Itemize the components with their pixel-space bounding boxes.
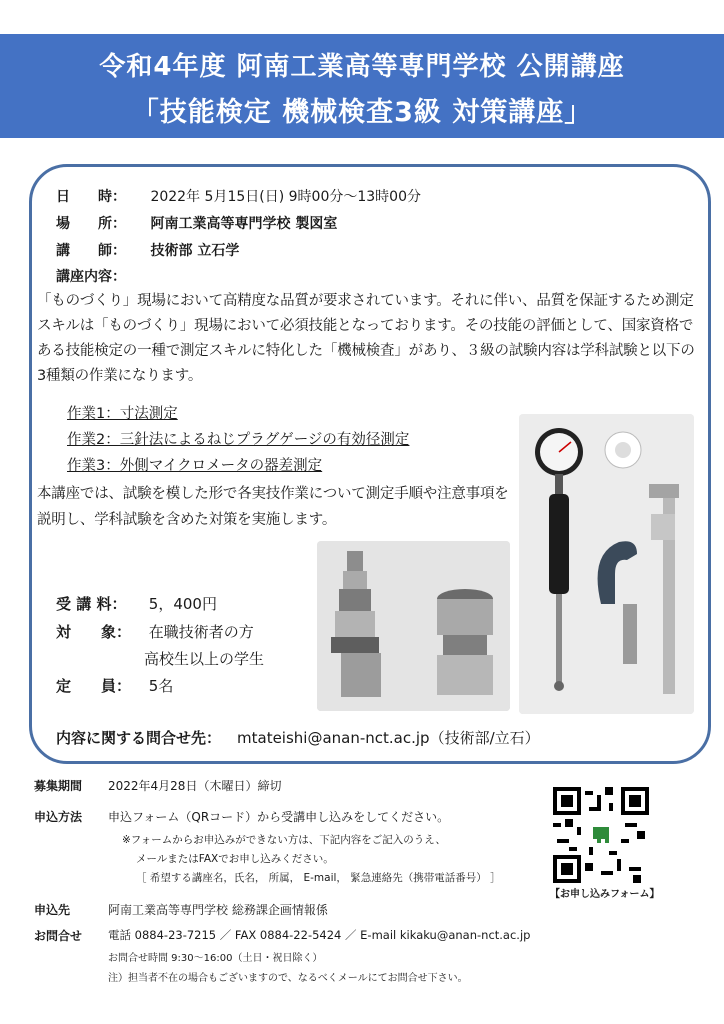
content-label: 講座内容： — [56, 269, 126, 285]
inquiry-note: 注）担当者不在の場合もございますので、なるべくメールにてお問合せ下さい。 — [108, 973, 468, 984]
fee-label: 受 講 料： — [56, 595, 127, 613]
qr-code[interactable] — [553, 787, 649, 883]
lecturer-value: 技術部 立石学 — [150, 243, 240, 259]
course-summary: 本講座では、試験を模した形で各実技作業について測定手順や注意事項を説明し、学科試験を含めた対策を実施します。 — [37, 486, 509, 528]
title-line-2: 「技能検定 機械検査3級 対策講座」 — [131, 97, 593, 128]
capacity-value: 5名 — [148, 677, 174, 695]
qr-caption: 【お申し込みフォーム】 — [550, 889, 660, 900]
place-row — [56, 213, 337, 233]
title-line-1: 令和4年度 阿南工業高等専門学校 公開講座 — [99, 52, 625, 82]
contact-label: 内容に関する問合せ先： — [56, 729, 222, 747]
lecturer-row — [56, 240, 239, 260]
method-note-3: ［ 希望する講座名，氏名， 所属， E-mail， 緊急連絡先（携帯電話番号） ］ — [136, 872, 501, 884]
content-label-row — [56, 266, 126, 286]
capacity-label: 定 員： — [56, 677, 132, 695]
method-label: 申込方法 — [34, 810, 83, 824]
place-label: 場 所： — [56, 216, 126, 232]
course-description: 「ものづくり」現場において高精度な品質が要求されています。それに伴い、品質を保証するため測定スキルは「ものづくり」現場において必須技能となっております。その技能の評価として、国家資格である技能検定の一種で測定スキルに特化した「機械検査」があり、３級の試験内容は学科試験と以下の3種類の作業になります。 — [37, 293, 695, 384]
place-value: 阿南工業高等専門学校 製図室 — [150, 216, 338, 232]
destination-label: 申込先 — [34, 903, 71, 917]
work-item-2: 作業2：三針法によるねじプラグゲージの有効径測定 — [67, 432, 410, 448]
method-value: 申込フォーム（QRコード）から受講申し込みをしてください。 — [108, 810, 450, 824]
contact-line — [56, 727, 540, 748]
title-banner — [0, 34, 724, 138]
work-item-1: 作業1：寸法測定 — [67, 406, 178, 422]
target-row-2 — [144, 648, 264, 669]
work-item-3: 作業3：外側マイクロメータの器差測定 — [67, 458, 323, 474]
measuring-tools-photo — [519, 414, 694, 714]
fee-row — [56, 593, 217, 614]
destination-value: 阿南工業高等専門学校 総務課企画情報係 — [108, 903, 328, 917]
inquiry-label: お問合せ — [34, 929, 83, 943]
date-value: 2022年 5月15日(日) 9時00分～13時00分 — [150, 189, 421, 205]
inquiry-value: 電話 0884-23-7215 ／ FAX 0884-22-5424 ／ E-mail kikaku@anan-nct.ac.jp — [108, 928, 531, 942]
date-row — [56, 186, 421, 206]
fee-value: 5，400円 — [148, 595, 217, 613]
contact-email[interactable]: mtateishi@anan-nct.ac.jp（技術部/立石） — [237, 729, 540, 747]
method-note-2: メールまたはFAXでお申し込みください。 — [136, 853, 334, 865]
target-value-1: 在職技術者の方 — [148, 623, 254, 641]
inquiry-hours: お問合せ時間 9:30～16:00（土日・祝日除く） — [108, 953, 323, 964]
period-value: 2022年4月28日（木曜日）締切 — [108, 779, 282, 793]
plug-gauges-photo — [317, 541, 510, 711]
lecturer-label: 講 師： — [56, 243, 126, 259]
target-label: 対 象： — [56, 623, 132, 641]
period-label: 募集期間 — [34, 779, 83, 793]
date-label: 日 時： — [56, 189, 126, 205]
target-value-2: 高校生以上の学生 — [144, 650, 265, 668]
target-row — [56, 621, 254, 642]
method-note-1: ※フォームからお申込みができない方は、下記内容をご記入のうえ、 — [122, 834, 446, 846]
capacity-row — [56, 675, 173, 696]
